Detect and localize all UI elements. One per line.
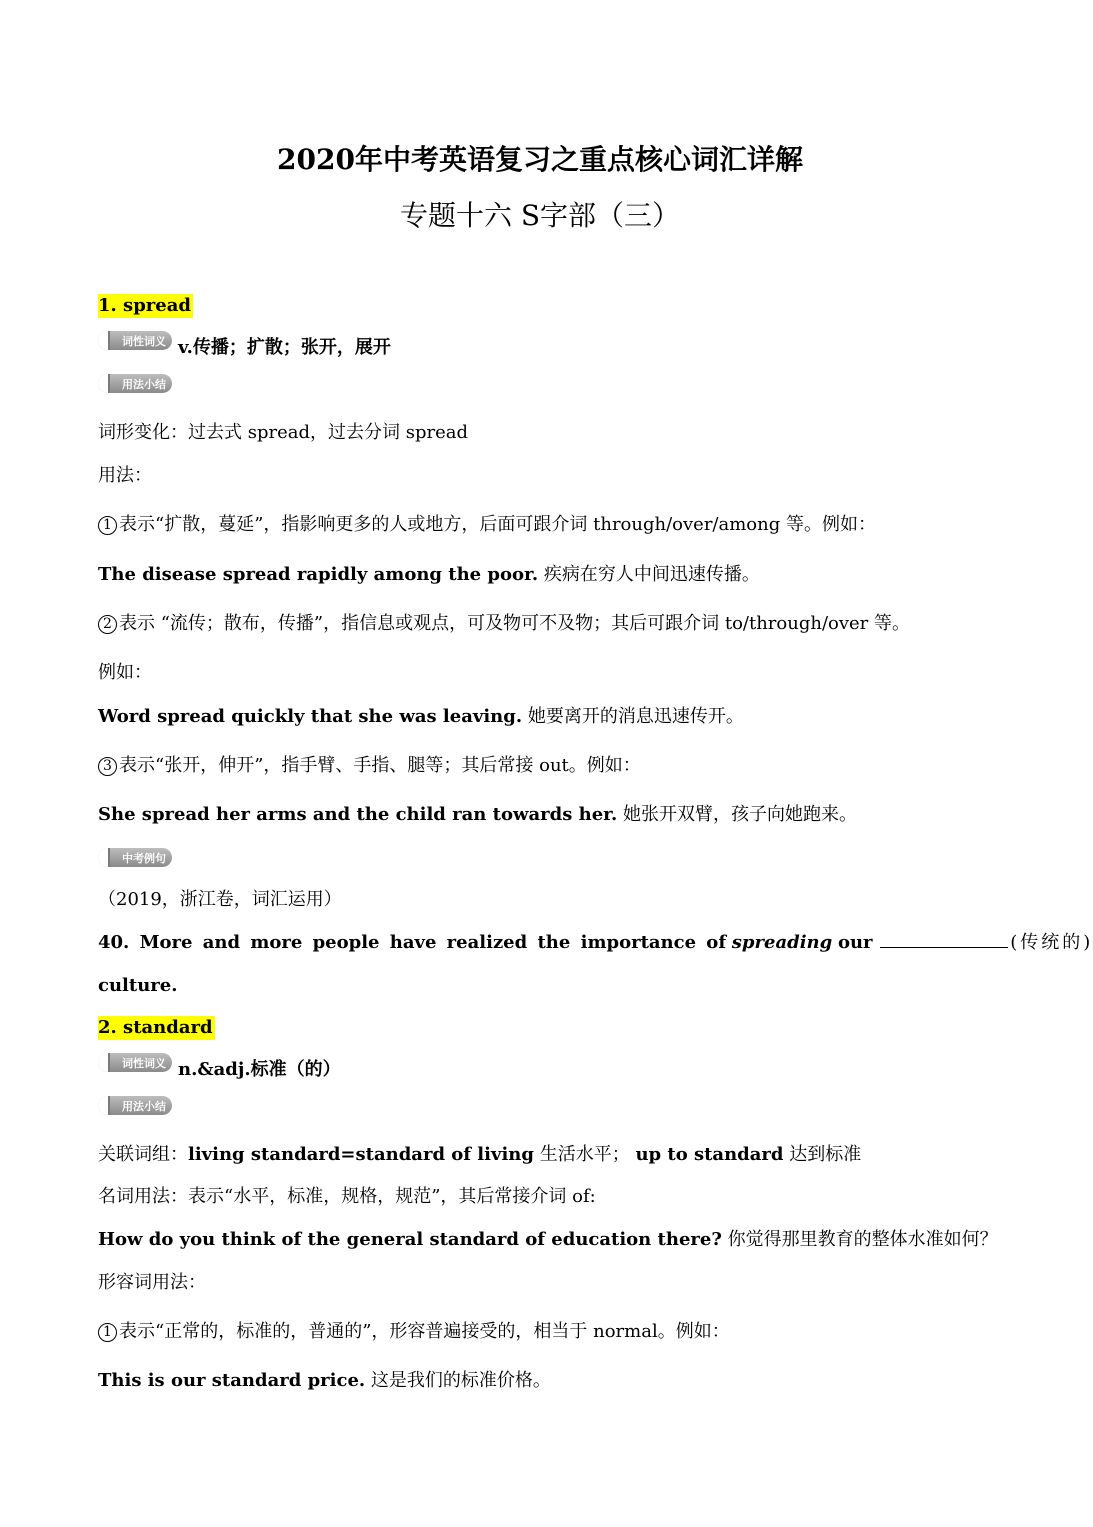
usage-item-1: 1 表示“扩散，蔓延”，指影响更多的人或地方，后面可跟介词 through/over/among 等。例如： <box>98 513 876 537</box>
exam-question-end: culture. <box>98 975 178 996</box>
page-title: 2020年中考英语复习之重点核心词汇详解 <box>277 143 803 176</box>
adj-usage-item-1: 1 表示“正常的，标准的，普通的”，形容普遍接受的，相当于 normal。例如： <box>98 1320 730 1344</box>
exam-question: 40. More and more people have realized the importance of spreading our (传统的) <box>98 932 1093 953</box>
example-sentence: This is our standard price. 这是我们的标准价格。 <box>98 1370 551 1391</box>
example-label: 例如： <box>98 662 152 683</box>
exam-badge: 中考例句 <box>98 848 172 867</box>
word-heading-spread: 1. spread <box>98 295 191 316</box>
related-phrases: 关联词组：living standard=standard of living 生活水平； up to standard 达到标准 <box>98 1144 862 1165</box>
pos-badge: 词性词义 <box>98 331 172 350</box>
usage-item-3: 3 表示“张开，伸开”，指手臂、手指、腿等；其后常接 out。例如： <box>98 754 641 778</box>
usage-label: 用法： <box>98 465 152 486</box>
word-heading-standard: 2. standard <box>98 1017 213 1038</box>
example-sentence: She spread her arms and the child ran towards her. 她张开双臂，孩子向她跑来。 <box>98 804 857 825</box>
example-sentence: The disease spread rapidly among the poor. 疾病在穷人中间迅速传播。 <box>98 564 760 585</box>
circle-number: 1 <box>98 516 117 535</box>
word-forms: 词形变化：过去式 spread，过去分词 spread <box>98 422 468 443</box>
circle-number: 2 <box>98 615 117 634</box>
exam-source: （2019，浙江卷，词汇运用） <box>98 889 342 910</box>
example-sentence: Word spread quickly that she was leaving. 她要离开的消息迅速传开。 <box>98 706 744 727</box>
example-sentence: How do you think of the general standard of education there? 你觉得那里教育的整体水准如何？ <box>98 1229 998 1250</box>
noun-usage: 名词用法：表示“水平，标准，规格，规范”，其后常接介词 of: <box>98 1186 596 1207</box>
circle-number: 3 <box>98 757 117 776</box>
word-meaning: n.&adj.标准（的） <box>178 1059 341 1080</box>
circle-number: 1 <box>98 1323 117 1342</box>
usage-badge: 用法小结 <box>98 1096 172 1115</box>
usage-badge: 用法小结 <box>98 374 172 393</box>
usage-item-2: 2 表示 “流传；散布，传播”，指信息或观点，可及物可不及物；其后可跟介词 to/through/over 等。 <box>98 612 910 636</box>
answer-blank[interactable] <box>880 947 1008 948</box>
page-subtitle: 专题十六 S字部（三） <box>399 199 681 232</box>
pos-badge: 词性词义 <box>98 1053 172 1072</box>
word-meaning: v.传播；扩散；张开，展开 <box>178 337 391 358</box>
adj-usage-label: 形容词用法： <box>98 1272 206 1293</box>
